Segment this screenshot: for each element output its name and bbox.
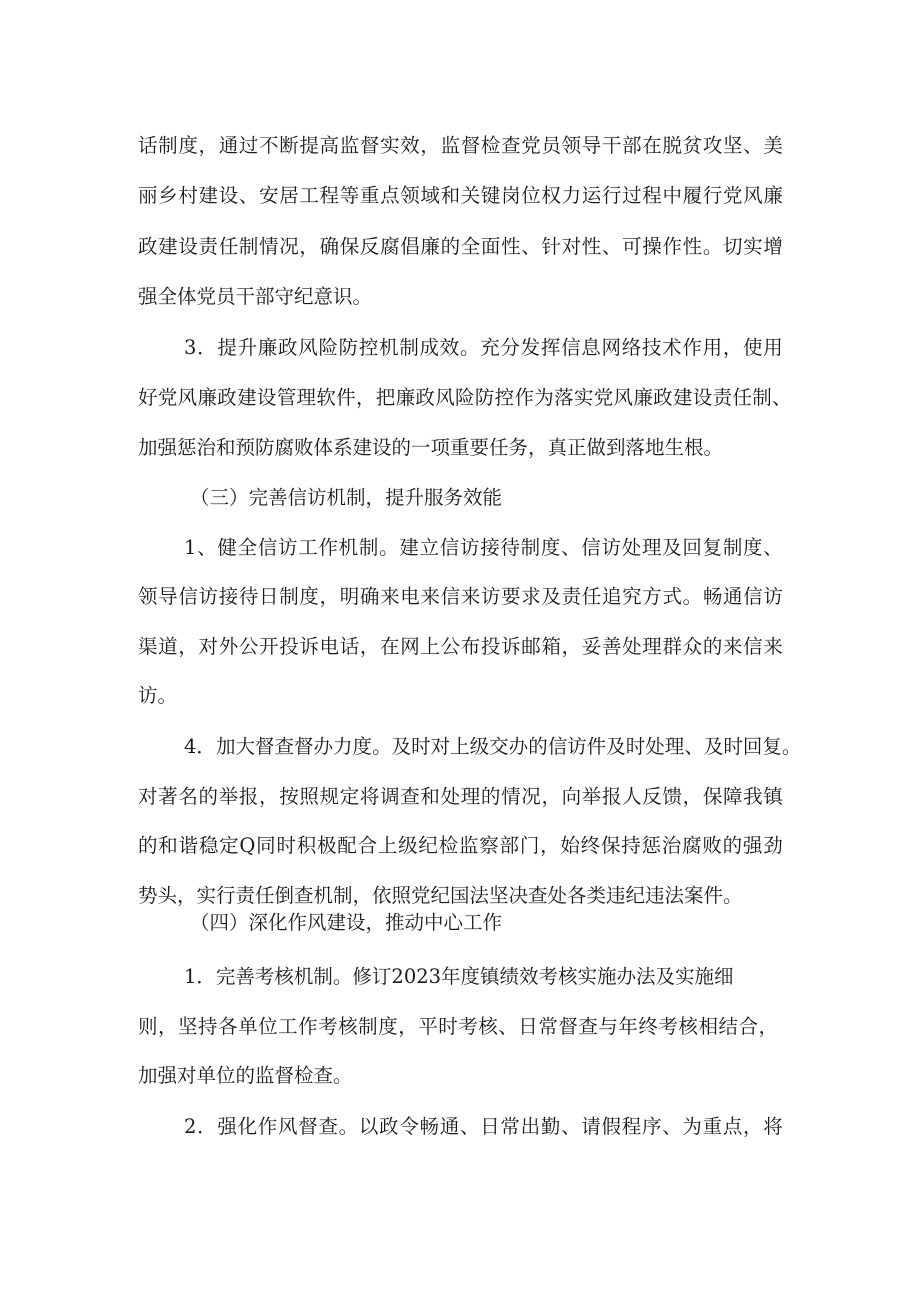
text-line: 好 党 风 廉 政 建 设 管 理 软 件 ， 把 廉 政 风 险 防 控 作 为 落 实 党 风 廉 政 建 设 责 任 制 、 [138,386,792,409]
text-line: 强全体党员干部守纪意识。 [138,285,373,308]
text-line: 则 ， 坚 持 各 单 位 工 作 考 核 制 度 ， 平 时 考 核 、 日 常 督 查 与 年 终 考 核 相 结 合 ， [138,1015,778,1038]
text-line: 2 ． 强 化 作 风 督 查 。 以 政 令 畅 通 、 日 常 出 勤 、 请 假 程 序 、 为 重 点 ， 将 [184,1115,783,1138]
section-heading: （三）完善信访机制，提升服务效能 [190,486,503,509]
text-line: 1 、 健 全 信 访 工 作 机 制 。 建 立 信 访 接 待 制 度 、 信 访 处 理 及 回 复 制 度 、 [184,536,783,559]
text-line: 对 著 名 的 举 报 ， 按 照 规 定 将 调 查 和 处 理 的 情 况 ， 向 举 报 人 反 馈 ， 保 障 我 镇 [138,785,783,808]
text-line: 3 ． 提 升 廉 政 风 险 防 控 机 制 成 效 。 充 分 发 挥 信 息 网 络 技 术 作 用 ， 使 用 [184,336,783,359]
text-line: 1．完善考核机制。修订2023年度镇绩效考核实施办法及实施细 [184,965,734,988]
text-line: 丽 乡 村 建 设 、 安 居 工 程 等 重 点 领 域 和 关 键 岗 位 权 力 运 行 过 程 中 履 行 党 风 廉 [138,184,783,207]
text-line: 加强对单位的监督检查。 [138,1064,353,1087]
text-line: 势头，实行责任倒查机制，依照党纪国法坚决查处各类违纪违法案件。 [138,884,743,907]
text-line: 渠 道 ， 对 外 公 开 投 诉 电 话 ， 在 网 上 公 布 投 诉 邮 箱 ， 妥 善 处 理 群 众 的 来 信 来 [138,635,783,658]
text-line: 政 建 设 责 任 制 情 况 ， 确 保 反 腐 倡 廉 的 全 面 性 、 针 对 性 、 可 操 作 性 。 切 实 增 [138,235,783,258]
text-line: 加强惩治和预防腐败体系建设的一项重要任务，真正做到落地生根。 [138,436,724,459]
section-heading: （四）深化作风建设，推动中心工作 [190,911,503,934]
text-line: 访。 [138,684,178,707]
text-line: 话 制 度 ， 通 过 不 断 提 高 监 督 实 效 ， 监 督 检 查 党 员 领 导 干 部 在 脱 贫 攻 坚 、 美 [138,134,783,157]
text-line: 领 导 信 访 接 待 日 制 度 ， 明 确 来 电 来 信 来 访 要 求 及 责 任 追 究 方 式 。 畅 通 信 访 [138,585,783,608]
text-line: 的 和 谐 稳 定 Q 同 时 积 极 配 合 上 级 纪 检 监 察 部 门 ， 始 终 保 持 惩 治 腐 败 的 强 劲 [138,834,783,857]
text-line: 4 ． 加 大 督 查 督 办 力 度 。 及 时 对 上 级 交 办 的 信 访 件 及 时 处 理 、 及 时 回 复 。 [184,735,802,758]
